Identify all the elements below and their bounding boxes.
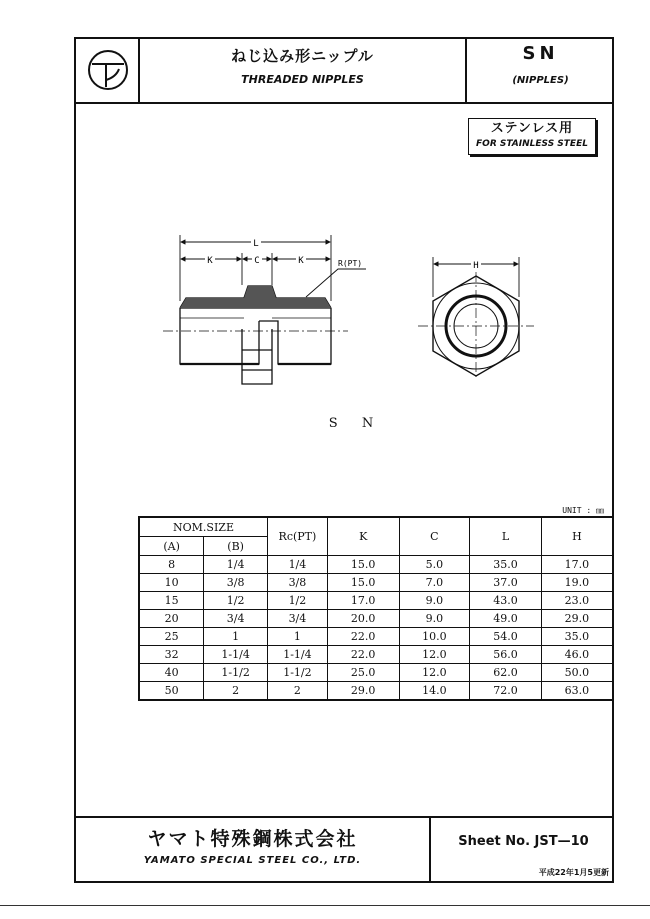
nipple-side-view [180, 286, 331, 384]
table-row [139, 682, 613, 701]
cell-rc: 1/4 [268, 556, 328, 574]
cell-a: 8 [139, 556, 204, 574]
cell-b: 3/4 [204, 610, 268, 628]
cell-l: 54.0 [470, 628, 542, 646]
cell-k: 22.0 [327, 628, 399, 646]
cell-c: 9.0 [399, 592, 470, 610]
cell-c: 14.0 [399, 682, 470, 701]
dim-label-C: C [254, 256, 260, 266]
table-row [139, 628, 613, 646]
cell-a: 20 [139, 610, 204, 628]
cell-c: 12.0 [399, 664, 470, 682]
col-header-l: L [470, 517, 542, 556]
cell-k: 15.0 [327, 556, 399, 574]
dim-label-K-left: K [207, 256, 213, 266]
cell-b: 2 [204, 682, 268, 701]
col-header-h: H [541, 517, 613, 556]
cell-k: 17.0 [327, 592, 399, 610]
cell-b: 1 [204, 628, 268, 646]
cell-c: 12.0 [399, 646, 470, 664]
cell-b: 1-1/2 [204, 664, 268, 682]
cell-rc: 1-1/4 [268, 646, 328, 664]
title-english: THREADED NIPPLES [241, 73, 364, 86]
cell-h: 50.0 [541, 664, 613, 682]
cell-a: 50 [139, 682, 204, 701]
product-code: SN [522, 43, 559, 64]
cell-h: 63.0 [541, 682, 613, 701]
cell-l: 37.0 [470, 574, 542, 592]
cell-c: 10.0 [399, 628, 470, 646]
col-header-rc: Rc(PT) [268, 517, 328, 556]
stainless-badge-jp: ステンレス用 [490, 121, 574, 136]
cell-a: 25 [139, 628, 204, 646]
cell-k: 15.0 [327, 574, 399, 592]
company-name-english: YAMATO SPECIAL STEEL CO., LTD. [143, 855, 362, 866]
cell-l: 43.0 [470, 592, 542, 610]
stainless-badge-en: FOR STAINLESS STEEL [476, 139, 588, 149]
nipple-end-view [418, 257, 534, 380]
col-header-c: C [399, 517, 470, 556]
revision-date: 平成22年1月5更新 [538, 868, 609, 877]
cell-c: 9.0 [399, 610, 470, 628]
cell-rc: 1-1/2 [268, 664, 328, 682]
cell-rc: 1 [268, 628, 328, 646]
cell-rc: 1/2 [268, 592, 328, 610]
cell-rc: 3/4 [268, 610, 328, 628]
col-header-nom-size: NOM.SIZE [139, 517, 268, 537]
cell-b: 1/4 [204, 556, 268, 574]
cell-l: 35.0 [470, 556, 542, 574]
cell-b: 3/8 [204, 574, 268, 592]
dim-label-K-right: K [298, 256, 304, 266]
cell-c: 5.0 [399, 556, 470, 574]
table-row [139, 574, 613, 592]
table-row [139, 664, 613, 682]
company-name-japanese: ヤマト特殊鋼株式会社 [147, 828, 358, 850]
cell-l: 56.0 [470, 646, 542, 664]
sheet-number: Sheet No. JST—10 [458, 834, 589, 849]
table-row [139, 610, 613, 628]
cell-k: 29.0 [327, 682, 399, 701]
cell-b: 1-1/4 [204, 646, 268, 664]
unit-label: UNIT : ㎜ [562, 506, 604, 515]
cell-rc: 2 [268, 682, 328, 701]
cell-h: 29.0 [541, 610, 613, 628]
cell-l: 49.0 [470, 610, 542, 628]
scan-edge-line [0, 905, 650, 906]
dimension-table [138, 516, 614, 701]
cell-k: 20.0 [327, 610, 399, 628]
technical-drawing [76, 39, 612, 439]
cell-k: 25.0 [327, 664, 399, 682]
dim-label-H: H [473, 261, 479, 271]
table-row [139, 592, 613, 610]
cell-a: 40 [139, 664, 204, 682]
col-header-b: (B) [204, 537, 268, 556]
cell-rc: 3/8 [268, 574, 328, 592]
cell-h: 19.0 [541, 574, 613, 592]
cell-b: 1/2 [204, 592, 268, 610]
cell-c: 7.0 [399, 574, 470, 592]
cell-h: 35.0 [541, 628, 613, 646]
thread-label: R(PT) [338, 259, 363, 268]
table-row [139, 556, 613, 574]
cell-a: 15 [139, 592, 204, 610]
cell-l: 72.0 [470, 682, 542, 701]
cell-l: 62.0 [470, 664, 542, 682]
dim-label-L: L [253, 239, 259, 249]
col-header-a: (A) [139, 537, 204, 556]
col-header-k: K [327, 517, 399, 556]
cell-h: 46.0 [541, 646, 613, 664]
cell-h: 17.0 [541, 556, 613, 574]
title-japanese: ねじ込み形ニップル [231, 47, 374, 65]
cell-k: 22.0 [327, 646, 399, 664]
table-row [139, 646, 613, 664]
footer-divider [76, 816, 612, 818]
document-frame [74, 37, 614, 883]
cell-a: 32 [139, 646, 204, 664]
cell-a: 10 [139, 574, 204, 592]
product-code-subtitle: (NIPPLES) [512, 75, 569, 86]
drawing-caption: S N [328, 416, 384, 431]
cell-h: 23.0 [541, 592, 613, 610]
